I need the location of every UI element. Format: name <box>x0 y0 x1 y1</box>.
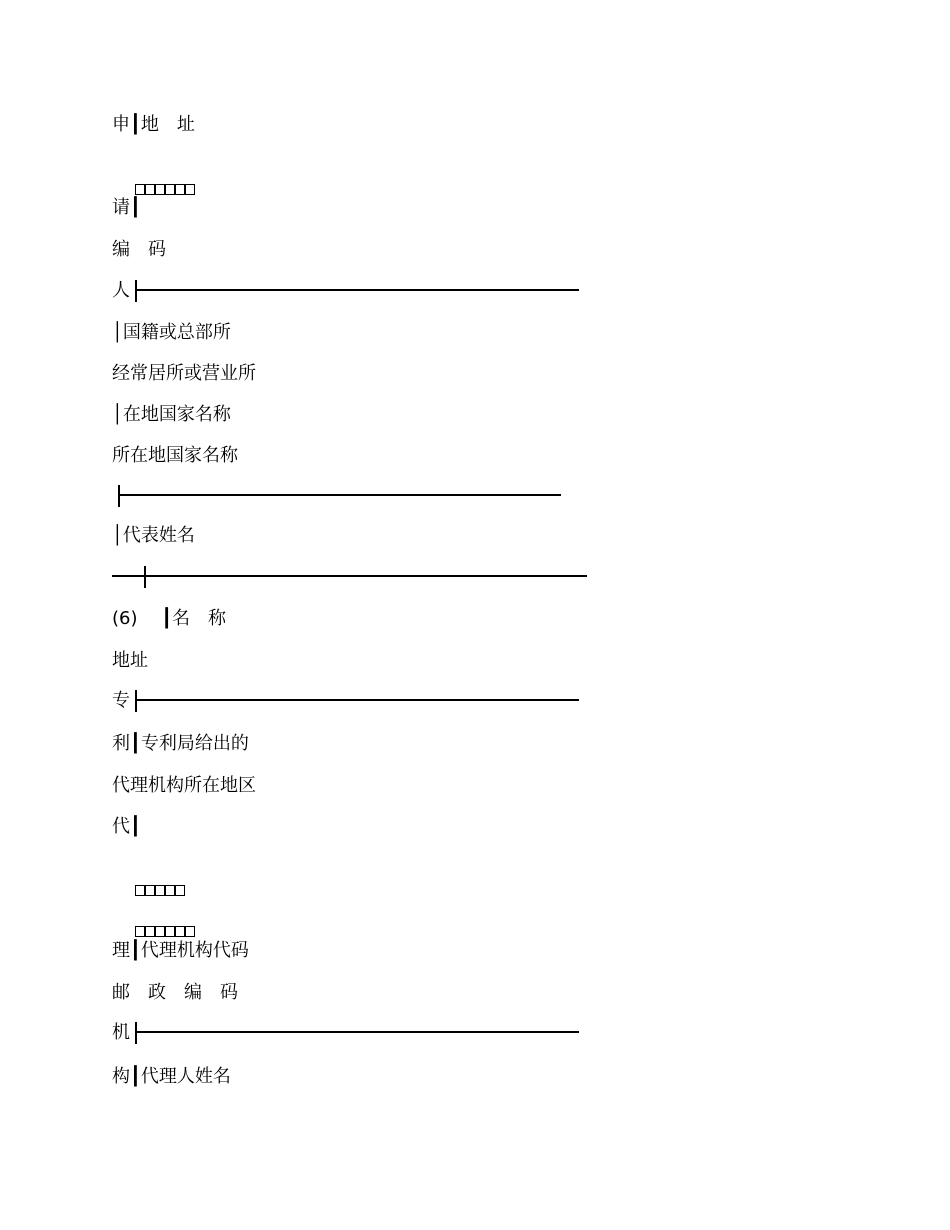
postal-code-boxes <box>112 156 195 178</box>
location-country-label: 所在地国家名称 <box>112 445 238 466</box>
code-box <box>155 926 165 937</box>
code-box <box>175 184 185 195</box>
residence-label: 经常居所或营业所 <box>112 363 256 384</box>
rule-junction <box>135 690 137 712</box>
code-box <box>145 885 155 896</box>
code-box <box>185 184 195 195</box>
code-box <box>155 885 165 896</box>
separator-rule <box>135 289 579 291</box>
code-box <box>175 926 185 937</box>
rule-junction <box>144 566 146 588</box>
code-label: 编 码 <box>112 239 166 260</box>
code-box <box>135 184 145 195</box>
code-box <box>165 926 175 937</box>
applicant-char-ren: 人 <box>112 280 130 301</box>
country-name-label: │在地国家名称 <box>112 404 231 425</box>
code-box <box>175 885 185 896</box>
agency-char-zhuan: 专 <box>112 690 130 711</box>
agency-char-dai: 代┃ <box>112 816 141 837</box>
applicant-address-label: 申┃地 址 <box>112 114 195 135</box>
applicant-char-qing: 请┃ <box>112 197 141 218</box>
agent-name-label: 构┃代理人姓名 <box>112 1066 231 1087</box>
code-box <box>185 926 195 937</box>
agency-code-label: 理┃代理机构代码 <box>112 940 249 961</box>
separator-rule <box>135 1031 579 1033</box>
code-box <box>145 184 155 195</box>
rule-junction <box>135 280 137 302</box>
agency-region-label: 代理机构所在地区 <box>112 775 256 796</box>
separator-rule <box>118 494 561 496</box>
separator-rule <box>112 575 587 577</box>
address-label: 地址 <box>112 650 148 671</box>
section-6-name-label: (6) ┃名 称 <box>112 608 227 629</box>
separator-rule <box>135 699 579 701</box>
rule-junction <box>118 485 120 507</box>
patent-office-given-label: 利┃专利局给出的 <box>112 733 249 754</box>
code-box <box>135 926 145 937</box>
code-box <box>135 885 145 896</box>
code-box <box>145 926 155 937</box>
code-box <box>165 184 175 195</box>
code-box <box>165 885 175 896</box>
region-code-boxes <box>112 857 185 879</box>
code-box <box>155 184 165 195</box>
rule-junction <box>135 1022 137 1044</box>
agency-code-boxes <box>112 898 195 920</box>
postal-code-label: 邮 政 编 码 <box>112 982 238 1003</box>
representative-name-label: │代表姓名 <box>112 525 195 546</box>
agency-char-ji: 机 <box>112 1022 130 1043</box>
nationality-label: │国籍或总部所 <box>112 322 231 343</box>
